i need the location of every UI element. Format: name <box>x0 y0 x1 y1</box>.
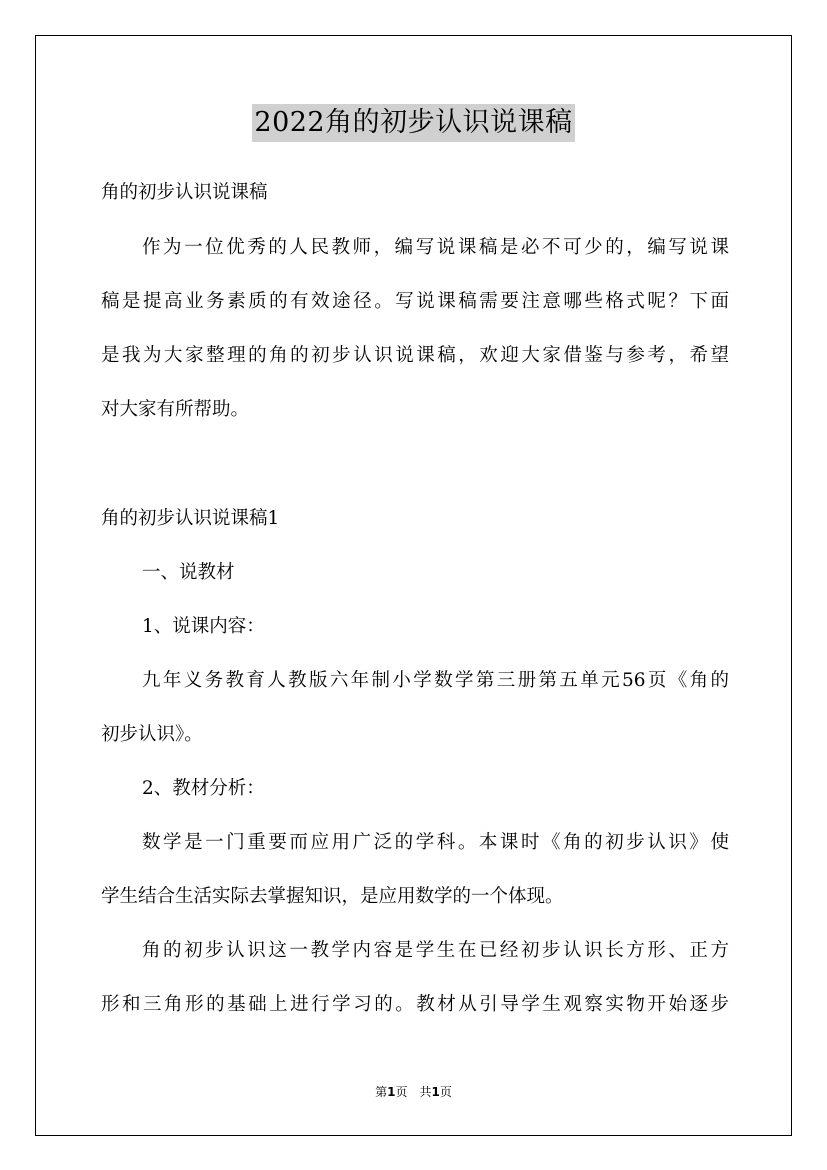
footer-suffix: 页 <box>439 1085 452 1099</box>
part1-heading: 一、说教材 <box>142 562 235 583</box>
page-footer <box>0 1083 827 1101</box>
item1-text-line-1: 九年义务教育人教版六年制小学数学第三册第五单元56页《角的 <box>142 670 729 691</box>
footer-mid: 页 共 <box>395 1085 432 1099</box>
title-container <box>0 104 827 142</box>
document-title: 2022角的初步认识说课稿 <box>252 104 574 142</box>
footer-total-pages: 1 <box>431 1085 440 1099</box>
item2-heading: 2、教材分析： <box>142 778 265 799</box>
item2-para1-line-1: 数学是一门重要而应用广泛的学科。本课时《角的初步认识》使 <box>142 832 729 853</box>
footer-prefix: 第 <box>375 1085 388 1099</box>
item2-para2-line-1: 角的初步认识这一教学内容是学生在已经初步认识长方形、正方 <box>142 940 729 961</box>
footer-current-page: 1 <box>387 1085 396 1099</box>
intro-line-2: 稿是提高业务素质的有效途径。写说课稿需要注意哪些格式呢？下面 <box>101 291 729 312</box>
subtitle: 角的初步认识说课稿 <box>101 182 268 203</box>
intro-line-3: 是我为大家整理的角的初步认识说课稿，欢迎大家借鉴与参考，希望 <box>101 345 729 366</box>
section-heading: 角的初步认识说课稿1 <box>101 508 280 529</box>
item1-text-line-2: 初步认识》。 <box>101 724 203 745</box>
item1-heading: 1、说课内容： <box>142 616 265 637</box>
item2-para1-line-2: 学生结合生活实际去掌握知识，是应用数学的一个体现。 <box>101 886 564 907</box>
intro-line-4: 对大家有所帮助。 <box>101 399 250 420</box>
intro-line-1: 作为一位优秀的人民教师，编写说课稿是必不可少的，编写说课 <box>142 237 729 258</box>
item2-para2-line-2: 形和三角形的基础上进行学习的。教材从引导学生观察实物开始逐步 <box>101 994 729 1015</box>
